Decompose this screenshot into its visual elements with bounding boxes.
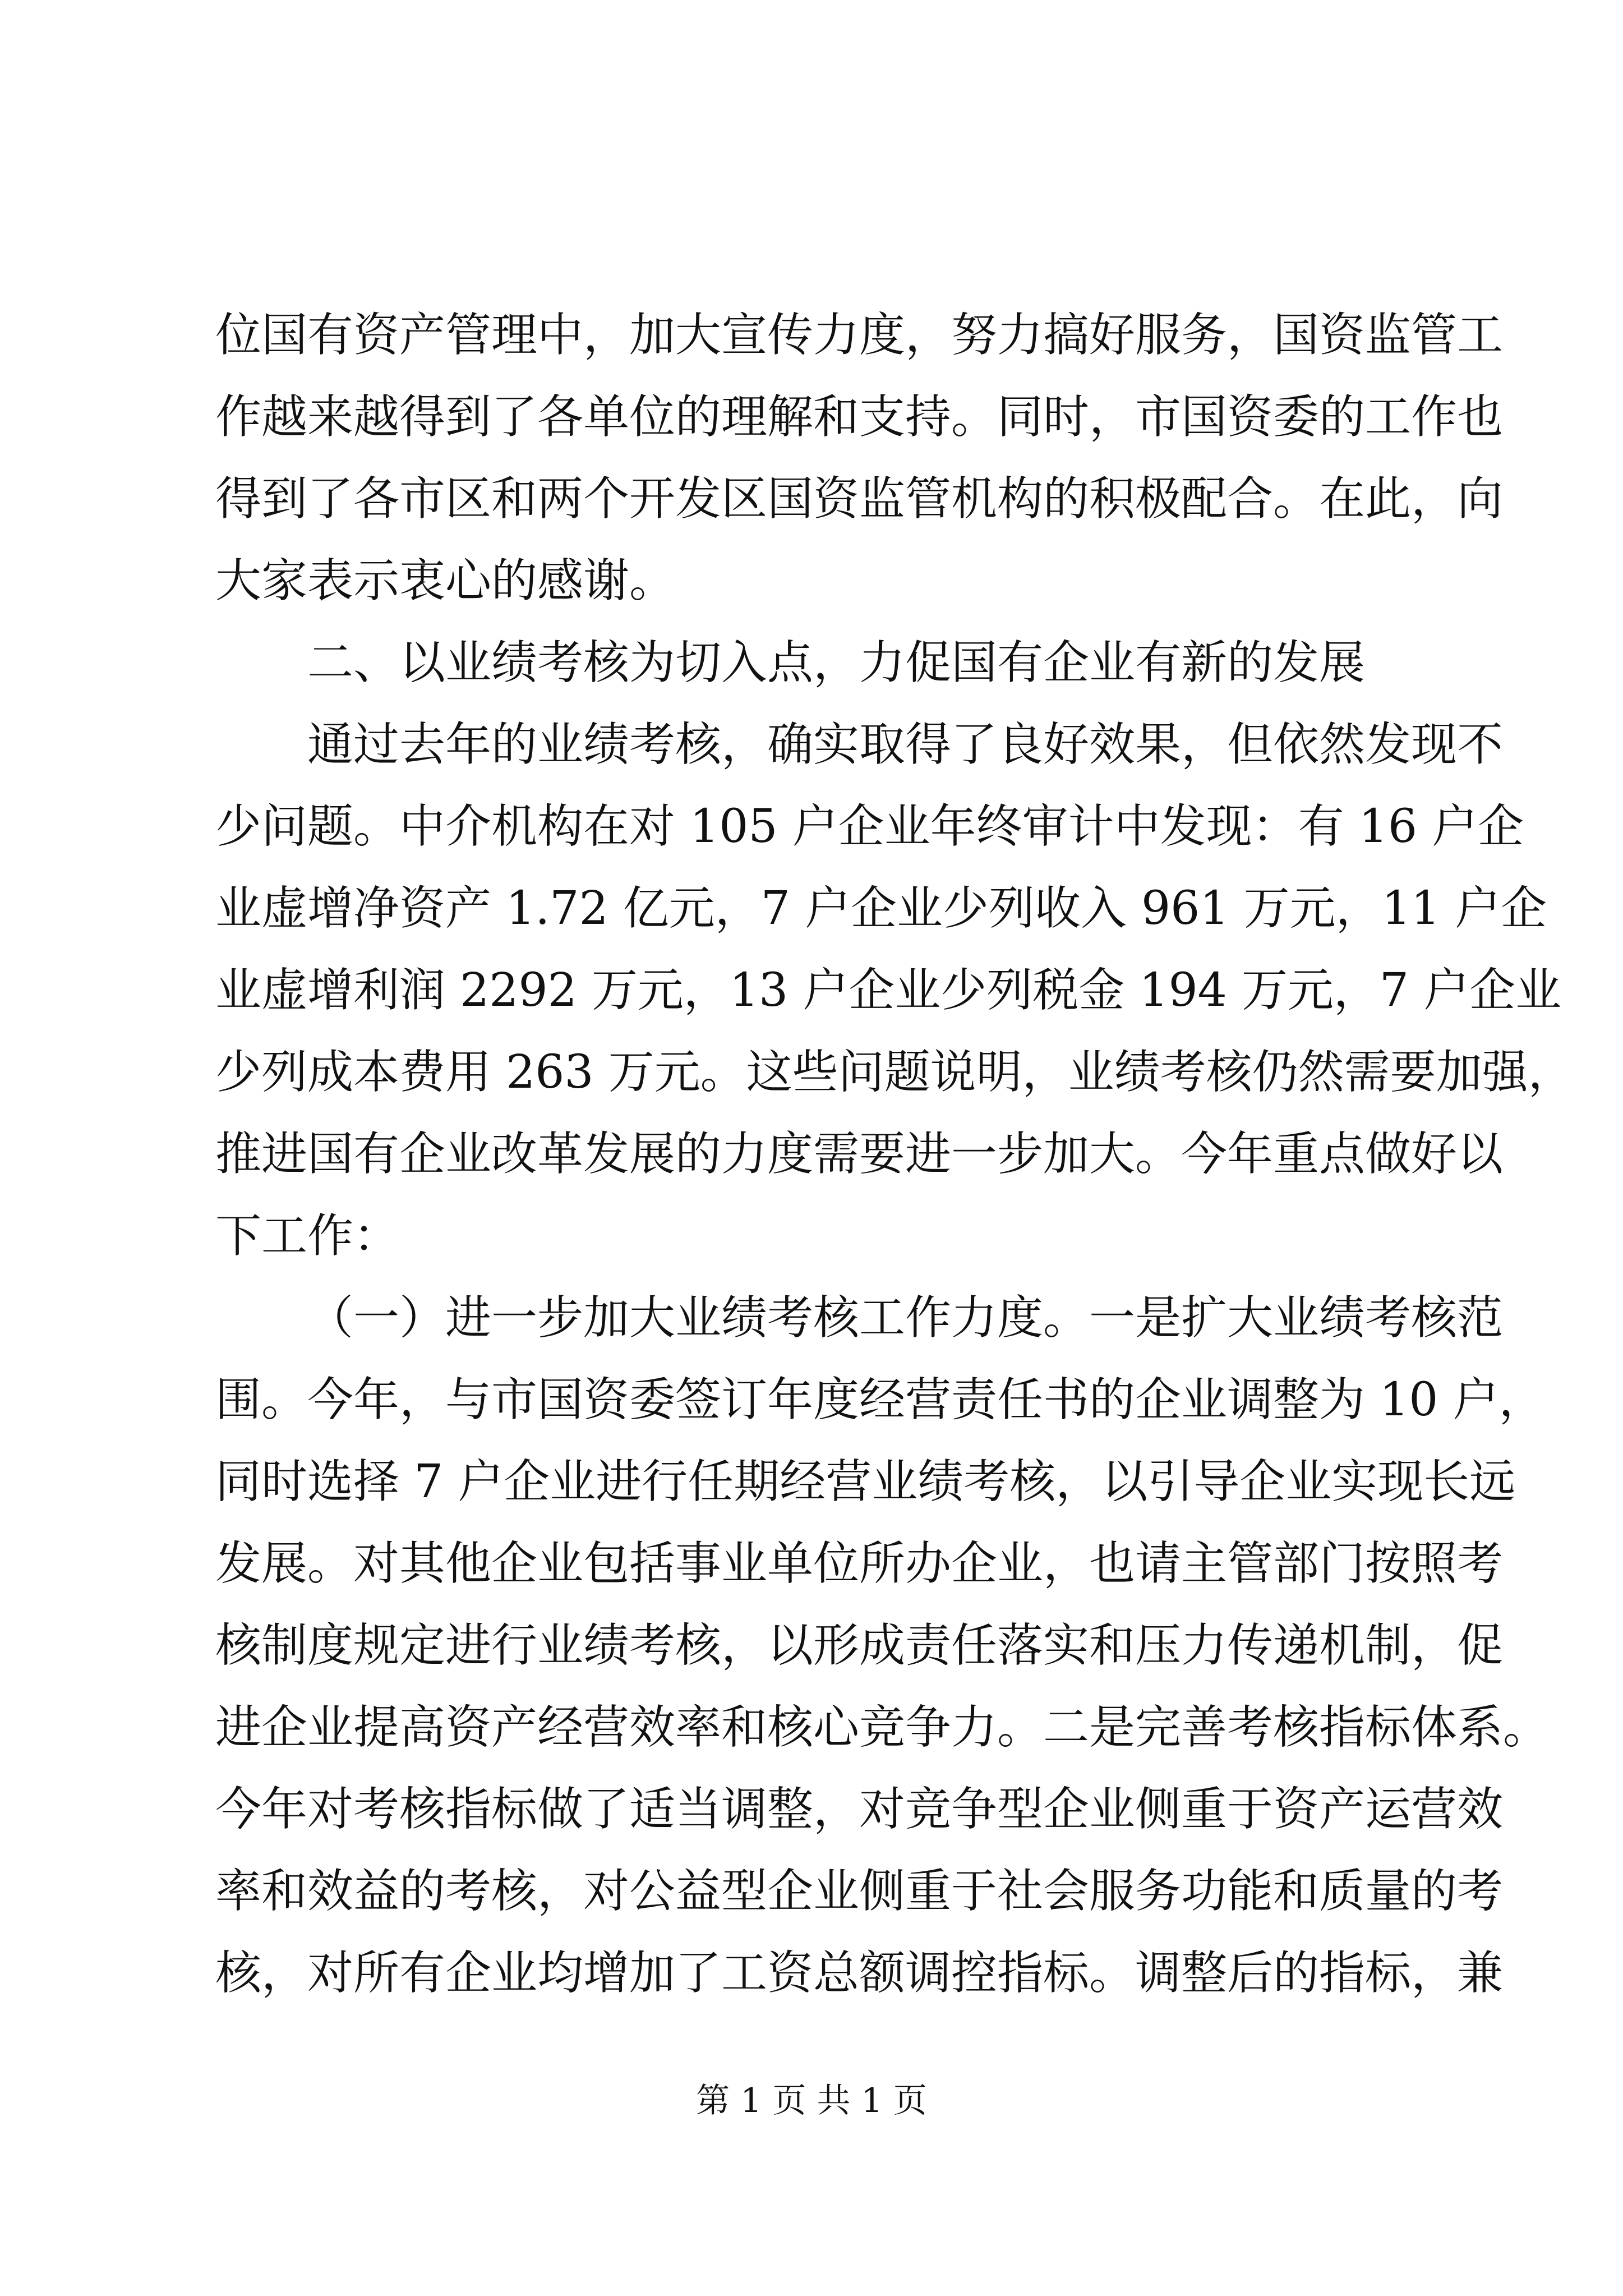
page-number-footer: 第 1 页 共 1 页 [696, 2081, 927, 2120]
body-text-line: 率和效益的考核，对公益型企业侧重于社会服务功能和质量的考 [215, 1865, 1504, 1918]
body-text-line: 下工作： [215, 1209, 400, 1263]
body-text-line: 位国有资产管理中，加大宣传力度，努力搞好服务，国资监管工 [215, 309, 1504, 362]
section-heading: 二、以业绩考核为切入点，力促国有企业有新的发展 [307, 636, 1366, 689]
body-text-line: 核，对所有企业均增加了工资总额调控指标。调整后的指标，兼 [215, 1947, 1504, 2000]
body-text-line: 大家表示衷心的感谢。 [215, 554, 676, 608]
body-text-line: 推进国有企业改革发展的力度需要进一步加大。今年重点做好以 [215, 1128, 1504, 1181]
paragraph-first-line: 通过去年的业绩考核，确实取得了良好效果，但依然发现不 [307, 718, 1504, 771]
body-text-line: 今年对考核指标做了适当调整，对竞争型企业侧重于资产运营效 [215, 1783, 1504, 1836]
body-text-line: 业虚增利润 2292 万元，13 户企业少列税金 194 万元，7 户企业 [215, 964, 1562, 1017]
body-text-line: 少问题。中介机构在对 105 户企业年终审计中发现：有 16 户企 [215, 800, 1524, 853]
body-text-line: 少列成本费用 263 万元。这些问题说明，业绩考核仍然需要加强， [215, 1046, 1574, 1099]
paragraph-first-line: （一）进一步加大业绩考核工作力度。一是扩大业绩考核范 [307, 1291, 1504, 1345]
body-text-line: 得到了各市区和两个开发区国资监管机构的积极配合。在此，向 [215, 472, 1504, 526]
body-text-line: 同时选择 7 户企业进行任期经营业绩考核，以引导企业实现长远 [215, 1455, 1516, 1508]
body-text-line: 进企业提高资产经营效率和核心竞争力。二是完善考核指标体系。 [215, 1701, 1550, 1754]
body-text-line: 核制度规定进行业绩考核，以形成责任落实和压力传递机制，促 [215, 1619, 1504, 1672]
body-text-line: 围。今年，与市国资委签订年度经营责任书的企业调整为 10 户， [215, 1373, 1545, 1427]
body-text-line: 发展。对其他企业包括事业单位所办企业，也请主管部门按照考 [215, 1537, 1504, 1590]
body-text-line: 业虚增净资产 1.72 亿元，7 户企业少列收入 961 万元，11 户企 [215, 882, 1547, 935]
body-text-line: 作越来越得到了各单位的理解和支持。同时，市国资委的工作也 [215, 390, 1504, 444]
